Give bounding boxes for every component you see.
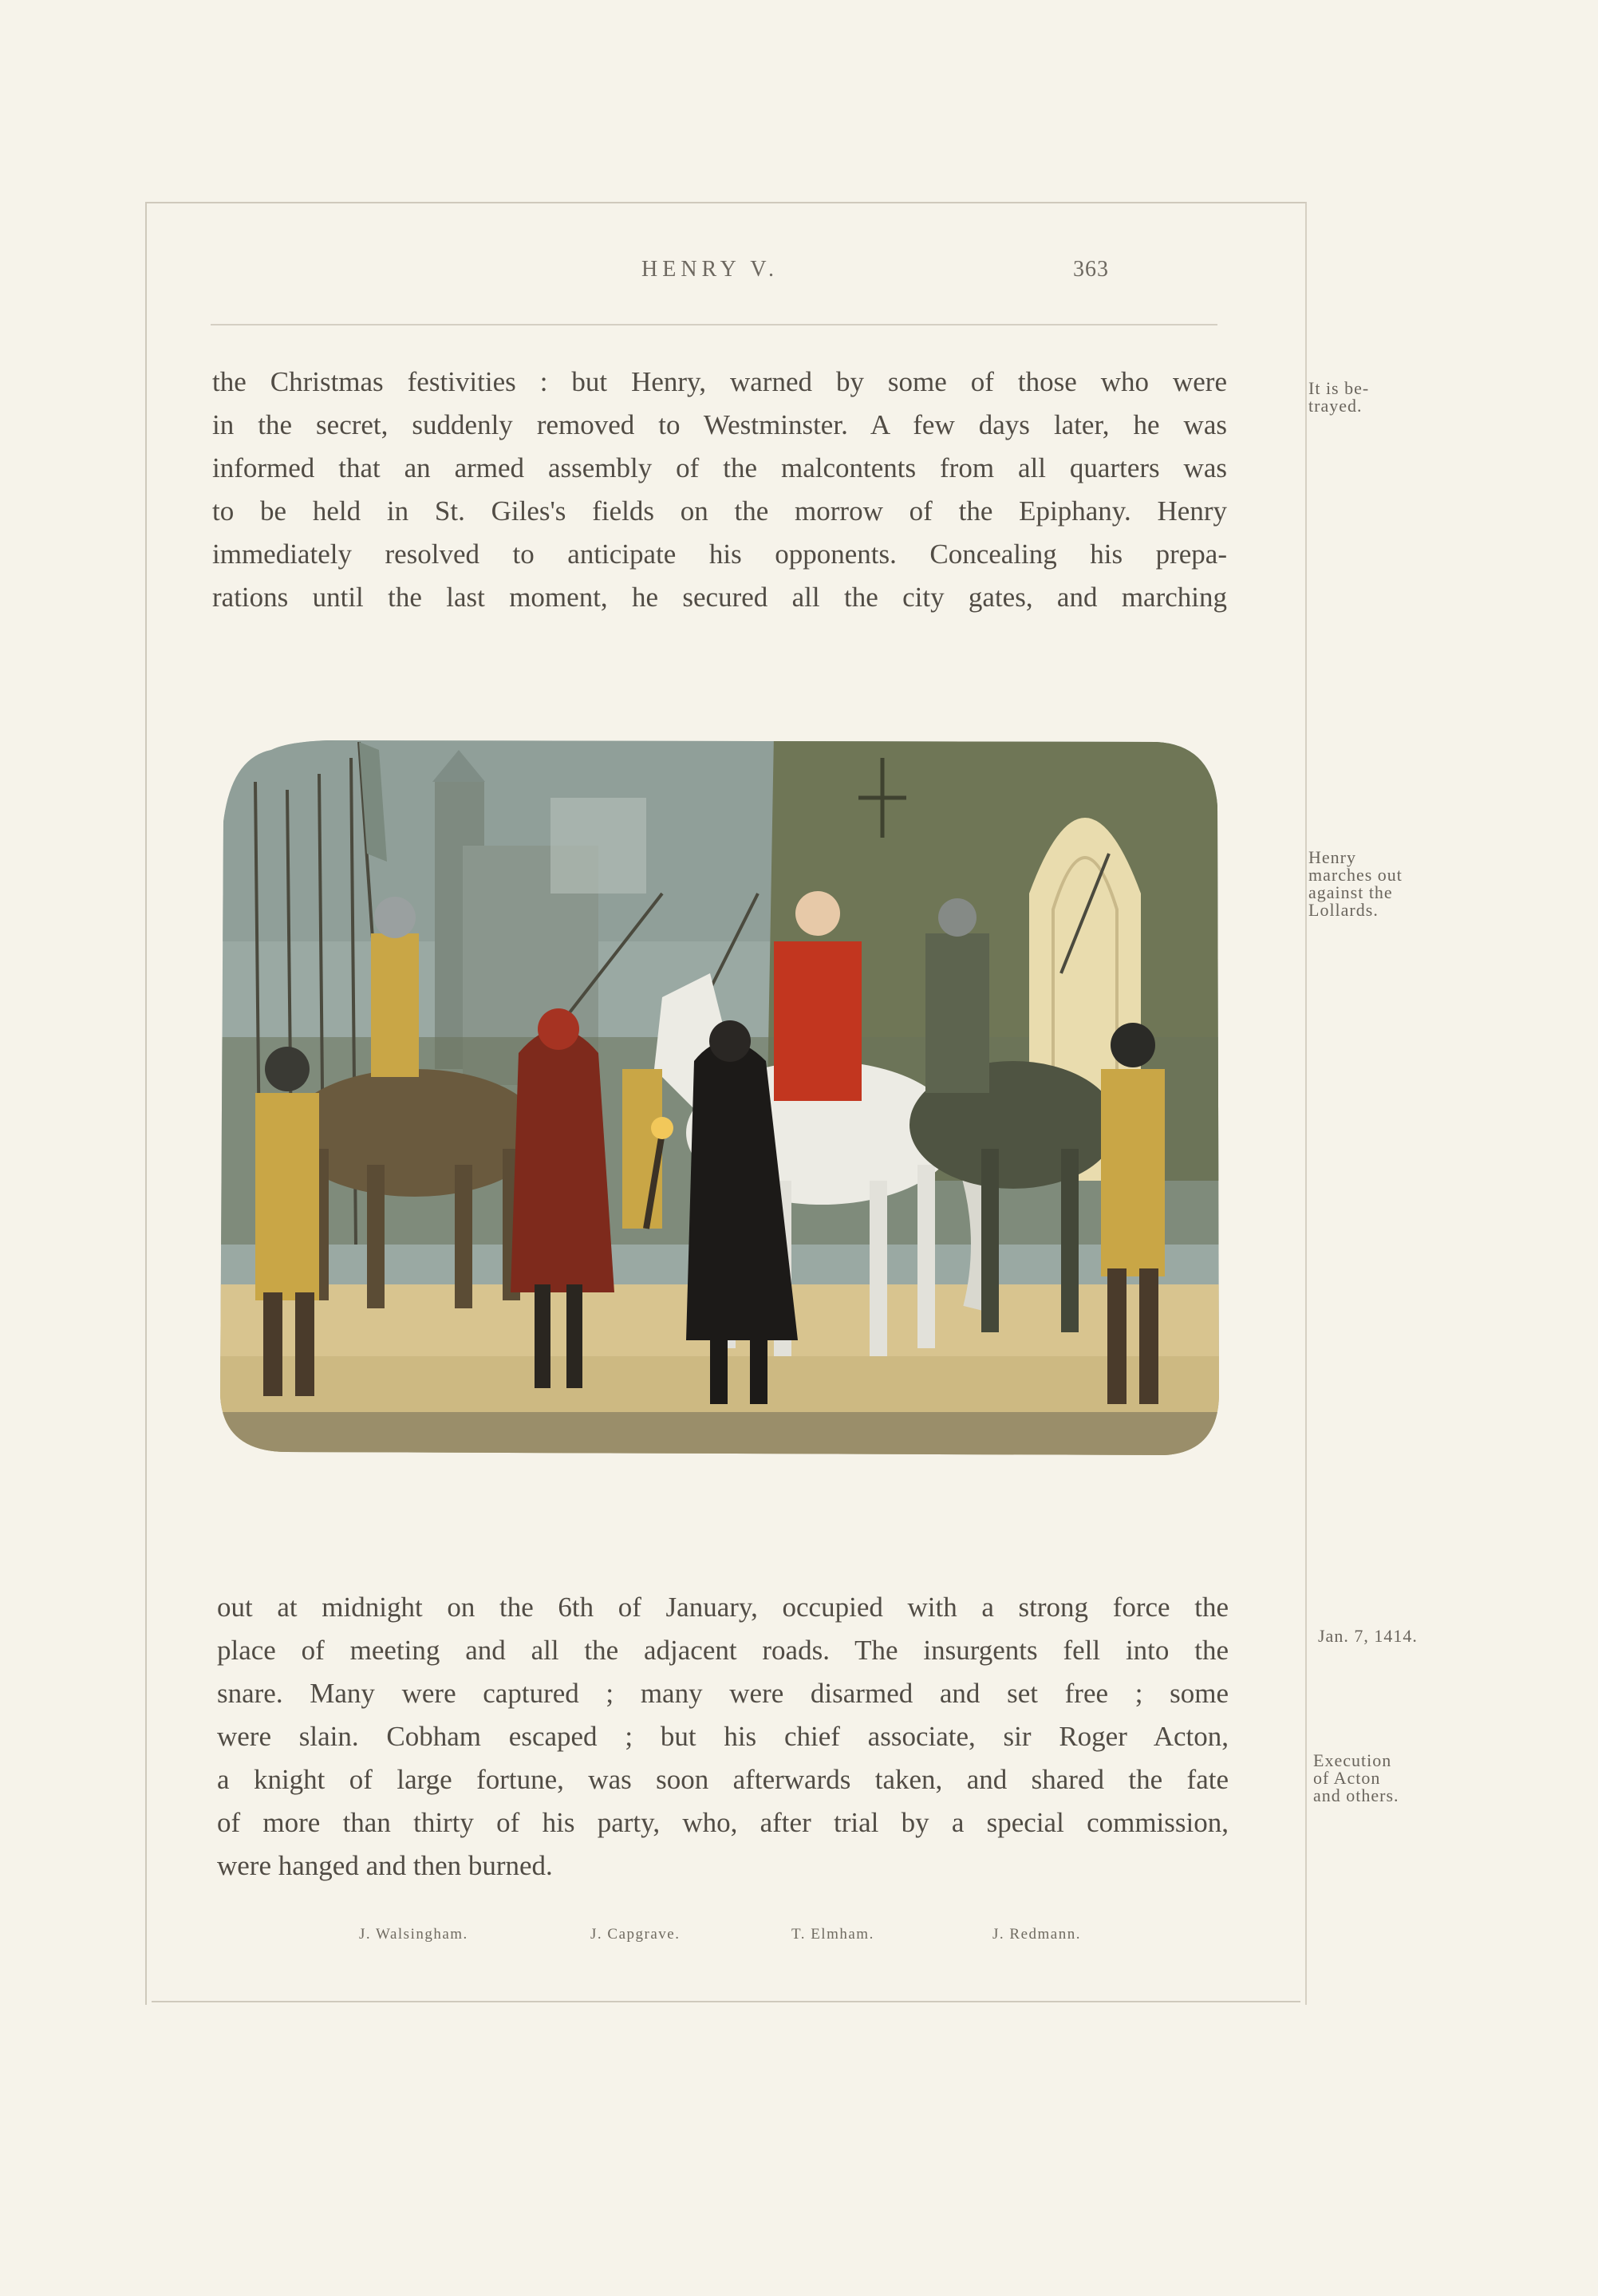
text-line: out at midnight on the 6th of January, occupied with a strong force the [217,1592,1229,1623]
text-line: place of meeting and all the adjacent roads. The insurgents fell into the [217,1635,1229,1666]
margin-note-line: of Acton [1313,1768,1381,1788]
paragraph-top [212,361,1227,619]
running-title: HENRY V. [641,257,779,282]
margin-note-line: and others. [1313,1785,1399,1805]
header-rule [211,324,1217,325]
margin-note-execution [1313,1752,1399,1805]
page-border-bottom [152,2001,1300,2002]
text-line: of more than thirty of his party, who, after trial by a special commission, [217,1807,1229,1838]
henry-head [795,891,840,936]
knight-left [371,933,419,1077]
margin-note-betrayed [1308,380,1369,415]
foot-soldier-left [255,1093,319,1300]
figure-red-robe [511,1029,614,1292]
margin-note-line: Jan. 7, 1414. [1318,1626,1418,1646]
margin-note-date [1318,1627,1418,1645]
torch-bearer [622,1069,662,1229]
margin-note-line: trayed. [1308,396,1363,416]
text-line: in the secret, suddenly removed to Westminster. A few days later, he was [212,409,1227,440]
illustration-henry-marches [215,734,1222,1458]
text-line: were slain. Cobham escaped ; but his chief associate, sir Roger Acton, [217,1721,1229,1752]
text-line: rations until the last moment, he secured all the city gates, and marching [212,582,1227,613]
margin-note-line: marches out [1308,865,1403,885]
source-elmham: T. Elmham. [791,1926,874,1943]
margin-note-line: It is be- [1308,378,1370,398]
text-line: were hanged and then burned. [217,1850,553,1881]
margin-note-line: against the [1308,882,1393,902]
henry-red-cloak [774,941,862,1101]
margin-note-line: Lollards. [1308,900,1379,920]
page-number: 363 [1073,257,1109,282]
source-redmann: J. Redmann. [992,1926,1081,1943]
margin-note-henry-marches [1308,849,1403,919]
source-capgrave: J. Capgrave. [590,1926,681,1943]
text-line: the Christmas festivities : but Henry, warned by some of those who were [212,366,1227,397]
margin-note-line: Henry [1308,847,1356,867]
knight-right [925,933,989,1093]
text-line: informed that an armed assembly of the malcontents from all quarters was [212,452,1227,483]
paragraph-bottom [217,1586,1229,1888]
text-line: a knight of large fortune, was soon afterwards taken, and shared the fate [217,1764,1229,1795]
source-walsingham: J. Walsingham. [359,1926,468,1943]
margin-note-line: Execution [1313,1750,1392,1770]
text-line: snare. Many were captured ; many were disarmed and set free ; some [217,1678,1229,1709]
text-line: to be held in St. Giles's fields on the morrow of the Epiphany. Henry [212,495,1227,527]
foot-soldier-right [1101,1069,1165,1276]
text-line: immediately resolved to anticipate his opponents. Concealing his prepa- [212,538,1227,570]
